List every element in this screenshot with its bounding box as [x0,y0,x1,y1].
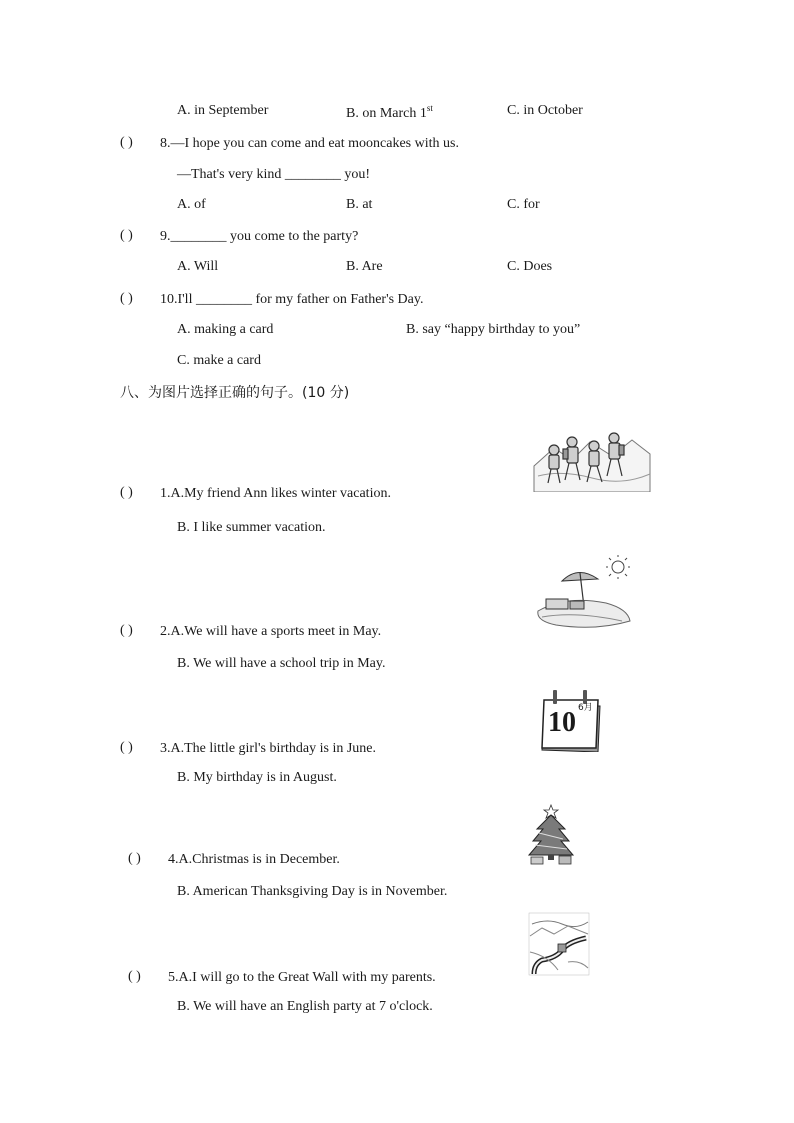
item5-answer-bracket[interactable]: ( ) [128,969,141,984]
item5-option-b: B. We will have an English party at 7 o'clock. [177,999,433,1014]
q9-answer-bracket[interactable]: ( ) [120,228,133,243]
beach-picnic-image [536,555,632,631]
item5-option-a: 5.A.I will go to the Great Wall with my parents. [168,970,436,985]
hiking-children-image [532,420,652,492]
great-wall-image [528,912,590,976]
section-heading: 八、为图片选择正确的句子。(10 分) [120,385,350,401]
item1-answer-bracket[interactable]: ( ) [120,485,133,500]
q7-option-c: C. in October [507,103,583,118]
item1-option-a: 1.A.My friend Ann likes winter vacation. [160,486,391,501]
q10-option-c: C. make a card [177,353,261,368]
item1-option-b: B. I like summer vacation. [177,520,326,535]
item3-option-a: 3.A.The little girl's birthday is in June. [160,741,376,756]
item4-answer-bracket[interactable]: ( ) [128,851,141,866]
q10-option-b: B. say “happy birthday to you” [406,322,581,337]
q8-line2: —That's very kind ________ you! [177,167,371,182]
q10-question: 10.I'll ________ for my father on Father's Day. [160,292,424,307]
q7-option-a: A. in September [177,103,269,118]
q9-question: 9.________ you come to the party? [160,229,359,244]
q9-option-c: C. Does [507,259,553,274]
item2-option-a: 2.A.We will have a sports meet in May. [160,624,382,639]
q7-option-b [346,103,433,122]
item3-answer-bracket[interactable]: ( ) [120,740,133,755]
q8-option-c: C. for [507,197,540,212]
q8-answer-bracket[interactable]: ( ) [120,135,133,150]
q7-option-b-sup: st [426,103,433,113]
q7-option-b-text: B. on March 1 [346,106,427,121]
item4-option-a: 4.A.Christmas is in December. [168,852,340,867]
q8-question: 8.—I hope you can come and eat mooncakes with us. [160,136,459,151]
christmas-tree-image [527,803,575,865]
q9-option-b: B. Are [346,259,383,274]
q10-answer-bracket[interactable]: ( ) [120,291,133,306]
q8-option-a: A. of [177,197,206,212]
item4-option-b: B. American Thanksgiving Day is in November. [177,884,448,899]
q8-option-b: B. at [346,197,373,212]
item2-answer-bracket[interactable]: ( ) [120,623,133,638]
calendar-image [540,688,602,752]
calendar-day: 10 [548,707,576,738]
calendar-month: 6月 [578,703,593,713]
q9-option-a: A. Will [177,259,219,274]
item3-option-b: B. My birthday is in August. [177,770,337,785]
q10-option-a: A. making a card [177,322,274,337]
item2-option-b: B. We will have a school trip in May. [177,656,386,671]
